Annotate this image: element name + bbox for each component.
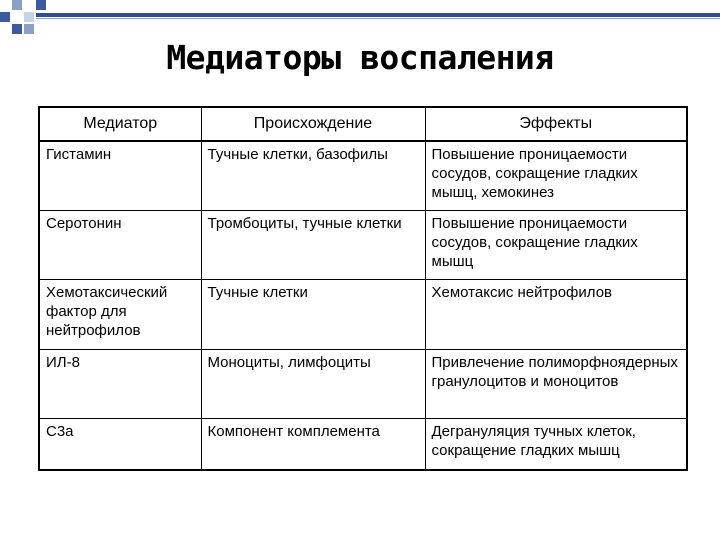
header-rule-thin [36,18,720,19]
table-row [39,349,687,418]
cell-effects: Повышение проницаемости сосудов, сокращение гладких мышц, хемокинез [425,141,687,210]
mediators-table [38,106,688,471]
decor-square [24,24,34,34]
table-row [39,210,687,279]
decor-square [36,0,46,10]
decor-square [0,12,10,22]
column-header-effects: Эффекты [425,107,687,141]
column-header-mediator: Медиатор [39,107,201,141]
table-row [39,141,687,210]
slide-title: Медиаторы воспаления [166,38,554,77]
decor-square [12,24,22,34]
cell-origin: Тромбоциты, тучные клетки [201,210,425,279]
cell-effects: Привлечение полиморфноядерных гранулоцитов и моноцитов [425,349,687,418]
cell-origin: Моноциты, лимфоциты [201,349,425,418]
table-row [39,418,687,470]
decor-square [24,12,34,22]
table-row [39,279,687,349]
cell-effects: Хемотаксис нейтрофилов [425,279,687,349]
table-header-row [39,107,687,141]
cell-origin: Компонент комплемента [201,418,425,470]
cell-mediator: ИЛ-8 [39,349,201,418]
header-rule [36,13,720,17]
cell-mediator: Гистамин [39,141,201,210]
cell-mediator: Серотонин [39,210,201,279]
cell-origin: Тучные клетки [201,279,425,349]
cell-effects: Дегрануляция тучных клеток, сокращение гладких мышц [425,418,687,470]
cell-origin: Тучные клетки, базофилы [201,141,425,210]
decor-square [12,0,22,10]
column-header-origin: Происхождение [201,107,425,141]
cell-effects: Повышение проницаемости сосудов, сокращение гладких мышц [425,210,687,279]
cell-mediator: Хемотаксический фактор для нейтрофилов [39,279,201,349]
cell-mediator: С3а [39,418,201,470]
